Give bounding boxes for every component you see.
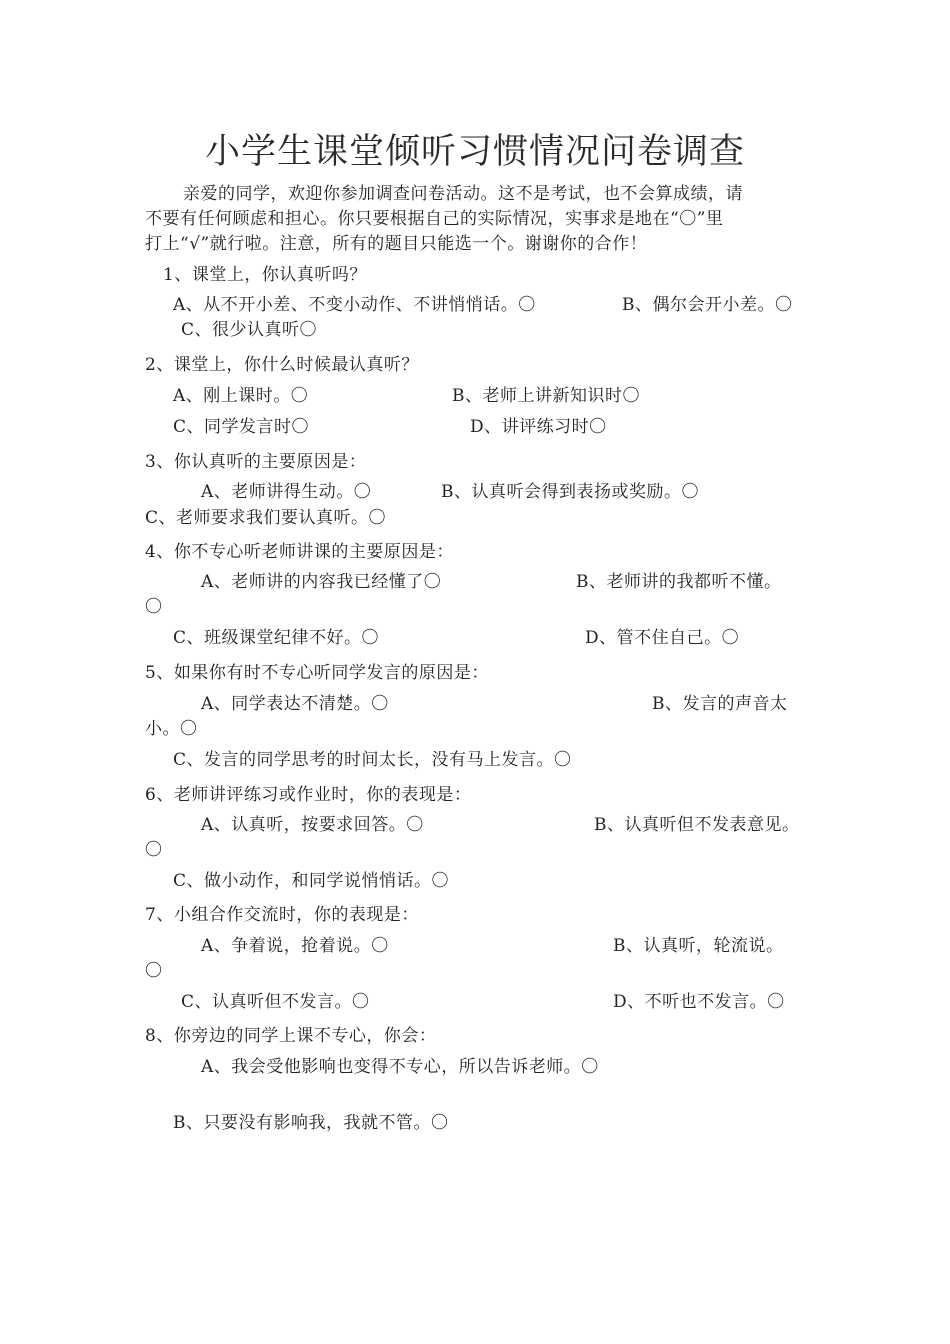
q4-option-a[interactable]: A、老师讲的内容我已经懂了〇 [201,572,442,592]
q4-option-d[interactable]: D、管不住自己。〇 [585,628,740,648]
q5-option-c[interactable]: C、发言的同学思考的时间太长，没有马上发言。〇 [173,750,572,770]
q8-option-a[interactable]: A、我会受他影响也变得不专心，所以告诉老师。〇 [201,1057,599,1077]
question-4: 4、你不专心听老师讲课的主要原因是： [145,542,454,562]
q5-option-a[interactable]: A、同学表达不清楚。〇 [201,694,389,714]
q3-option-b[interactable]: B、认真听会得到表扬或奖励。〇 [441,482,699,502]
q5-option-b-wrap[interactable]: 小。〇 [145,719,198,739]
q7-option-a[interactable]: A、争着说，抢着说。〇 [201,936,389,956]
q6-option-a[interactable]: A、认真听，按要求回答。〇 [201,815,424,835]
q2-option-c[interactable]: C、同学发言时〇 [173,417,310,437]
question-7: 7、小组合作交流时，你的表现是： [145,905,419,925]
q4-option-b-wrap[interactable]: 〇 [145,597,163,617]
q6-option-b[interactable]: B、认真听但不发表意见。 [594,815,800,835]
question-6: 6、老师讲评练习或作业时，你的表现是： [145,785,472,805]
question-1: 1、课堂上，你认真听吗？ [163,265,367,285]
q7-option-b[interactable]: B、认真听，轮流说。 [613,936,784,956]
q3-option-c[interactable]: C、老师要求我们要认真听。〇 [145,508,387,528]
q6-option-b-wrap[interactable]: 〇 [145,840,163,860]
q4-option-b[interactable]: B、老师讲的我都听不懂。 [576,572,782,592]
q7-option-c[interactable]: C、认真听但不发言。〇 [181,992,370,1012]
q1-option-b[interactable]: B、偶尔会开小差。〇 [622,295,793,315]
intro-line-1: 亲爱的同学，欢迎你参加调查问卷活动。这不是考试，也不会算成绩，请 [183,184,743,204]
q5-option-b[interactable]: B、发言的声音太 [652,694,788,714]
intro-line-3: 打上“√”就行啦。注意，所有的题目只能选一个。谢谢你的合作！ [145,234,648,254]
q3-option-a[interactable]: A、老师讲得生动。〇 [201,482,372,502]
q2-option-d[interactable]: D、讲评练习时〇 [470,417,607,437]
q7-option-b-wrap[interactable]: 〇 [145,961,163,981]
question-5: 5、如果你有时不专心听同学发言的原因是： [145,663,489,683]
q1-option-c[interactable]: C、很少认真听〇 [181,320,318,340]
q7-option-d[interactable]: D、不听也不发言。〇 [613,992,785,1012]
question-3: 3、你认真听的主要原因是： [145,452,367,472]
page-title: 小学生课堂倾听习惯情况问卷调查 [204,132,745,172]
question-8: 8、你旁边的同学上课不专心，你会： [145,1026,437,1046]
intro-line-2: 不要有任何顾虑和担心。你只要根据自己的实际情况，实事求是地在“〇”里 [145,209,724,229]
q8-option-b[interactable]: B、只要没有影响我，我就不管。〇 [173,1113,449,1133]
q2-option-b[interactable]: B、老师上讲新知识时〇 [452,386,640,406]
q1-option-a[interactable]: A、从不开小差、不变小动作、不讲悄悄话。〇 [173,295,536,315]
q2-option-a[interactable]: A、刚上课时。〇 [173,386,309,406]
q4-option-c[interactable]: C、班级课堂纪律不好。〇 [173,628,380,648]
q6-option-c[interactable]: C、做小动作，和同学说悄悄话。〇 [173,871,450,891]
question-2: 2、课堂上，你什么时候最认真听？ [145,355,419,375]
